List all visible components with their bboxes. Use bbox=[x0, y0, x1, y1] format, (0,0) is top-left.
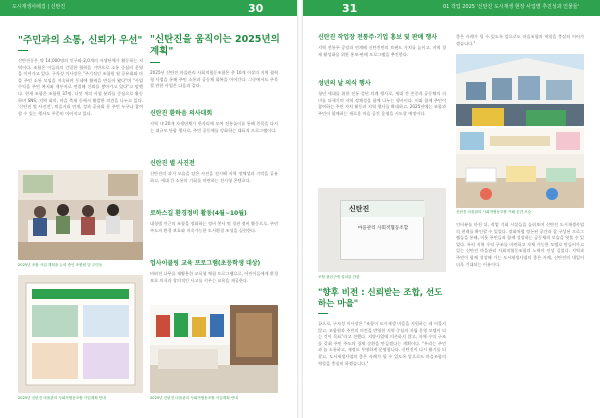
sign-text: 마을관리 사회적협동조합 bbox=[357, 226, 409, 231]
item-2-heading: 신탄진 별 사진전 bbox=[150, 160, 195, 167]
signboard bbox=[340, 200, 424, 260]
left-header-bar bbox=[0, 0, 297, 16]
item-1-text: 지역 내 20개 자생단체가 한자리에 모여 전통놀이를 통해 친목을 다지는 대규모 단합 행사로, 주민 공동체를 강화하는 대표적 프로그램이다. bbox=[150, 121, 278, 133]
right-page-number: 31 bbox=[342, 2, 358, 15]
event-heading-b: 성년의 날 의식 행사 bbox=[318, 80, 371, 87]
col2-title: "신탄진을 움직이는 2025년의 계획" bbox=[150, 34, 280, 57]
upcycling-photo bbox=[150, 305, 278, 393]
item-3-heading: 로하스길 환경정비 활동(4월~10월) bbox=[150, 210, 247, 217]
vision-body: 끝으로, 구자성 이사장은 "조합이 도시재생 마을을 지원하는 데 머물지 않고, 조합원과 주민의 의견을 반영한 지역 중심의 자립 운영 모델이 되는 것이 목표"라고 전했다. 지방사업에 의존하지 않고, 자체 수익 구조를 갖춰 주민 주도의 경제 순환을 만들겠다는 계획이다. "우리는 주민과 늘 소통하고, 재정도 투명하게 운영합니다. 신탄진이 다시 활기를 되찾고, 도시재생사업의 좋은 사례가 될 수 있도록 앞으로도 마을조합의 역할을 충실히 하겠습니다." bbox=[318, 321, 446, 366]
col2-intro: 2025년 신탄진 마을관리 사회적협동조합은 총 10개 이상의 지역 협력형 사업을 통해 주민 소통과 공동체 회복을 이어간다. 그중에서도 주목할 만한 사업은 다음과 같다. bbox=[150, 70, 278, 89]
building-photo bbox=[456, 54, 584, 126]
left-running-head: 도시재생사례집 | 신탄진 bbox=[12, 4, 66, 10]
vision-title: "향후 비전 : 신뢰받는 조합, 선도하는 마을" bbox=[318, 288, 443, 309]
event-heading-a: 신탄진 작업장 전통주·기업 홍보 및 판매 행사 bbox=[318, 34, 438, 41]
item-4-heading: 업사이클링 교육 프로그램(초등학생 대상) bbox=[150, 260, 261, 267]
title-rule bbox=[18, 50, 28, 51]
col2-closing-body: 인터뷰를 마친 뒤, 작업 기회 시설들을 둘러보며 신탄진 도시재생사업의 현재를 확인할 수 있었다. 장화처럼 정돈된 공간과 잘 구성된 프로그램들을 통해, 이웃 주민들과 함께 성장하는 공동체의 모습을 엿볼 수 있었다. 특히 지역 수익 구조를 마련하고 자체 가능한 모델로 만들어가고 있는 신탄진 마을관리 사회적협동조합의 노력이 인상 깊었다. 지역과 주민이 함께 성장해 가는 도시재생사업의 좋은 사례, 신탄진의 내일이 더욱 기대되는 이유이다. bbox=[456, 222, 584, 267]
cafe-caption: 신탄진 마을관리 사회적협동조합 카페 공간 모습 bbox=[456, 210, 532, 214]
page-gutter bbox=[297, 0, 303, 418]
item-2-text: 신탄진의 과거 모습을 담은 사진을 전시해 지역 정체성과 기억을 공유하고, 세대 간 소통의 기회를 마련하는 전시형 콘텐츠다. bbox=[150, 171, 278, 183]
plan-board-photo bbox=[18, 275, 143, 393]
right-header-bar bbox=[303, 0, 600, 16]
col1-title: "주민과의 소통, 신뢰가 우선" bbox=[18, 35, 143, 46]
sign-brand: 신탄진 bbox=[349, 205, 370, 213]
item-4-text: 버려진 나무를 재활용한 교육형 체험 프로그램으로, 어린이들에게 환경 보호 의식과 창의적인 사고를 키우는 교육을 제공한다. bbox=[150, 271, 278, 283]
title-rule-2 bbox=[150, 62, 160, 63]
col2-top-text: 좋은 사례가 될 수 있도록 앞으로도 마을조합의 역할을 충실히 이어가겠습니다." bbox=[456, 34, 584, 46]
event-text-a: 지역 전통주 공장과 연계해 신탄진만의 브랜드 가치를 높이고, 지역 경제 활성화를 위한 홍보·판매 프로그램을 추진한다. bbox=[318, 45, 446, 57]
item-1-heading: 신탄진 환하음 의사대회 bbox=[150, 110, 213, 117]
item-3-text: 대청댐 인근의 조합을 정화하는 정비 봉사 및 경관 정비 활동으로, 주민 주도의 환경 보호와 지속가능한 도시환경 조성을 실현한다. bbox=[150, 221, 278, 233]
meeting-photo bbox=[18, 170, 143, 260]
col1-caption: 2025년 조합 사업 계획을 논의 중인 조합원 및 주민들 bbox=[18, 263, 103, 267]
right-running-head: 01 작업 2025 '신탄진 도시재생 현장 사업별 추진성과 인물들' bbox=[443, 4, 579, 10]
left-page-number: 30 bbox=[248, 2, 264, 15]
cafe-photo bbox=[456, 128, 584, 208]
title-rule-3 bbox=[318, 313, 328, 314]
event-text-b: 청년 세대를 위한 전통 성년 의례 행사로, 세대 간 존중과 공동체의 의미를 되새기며 지역 정체성을 함께 나누는 행사이다. 이와 함께 주민이 참여하는 주민 자치 활동과 지역 행사를 확대하고, 2025년에는 조합과 주민이 함께하는 새로운 마을 공간 운영을 시도할 예정이다. bbox=[318, 91, 446, 116]
col1-body: 신탄진동은 약 14,000명의 인구와 2,0개의 자생단체가 활동하는 지역이다. 조합은 이들과의 긴밀한 협력을 기반으로 소통 중심의 운영을 이어가고 있다. 구자성 이사장은 "주기적인 조합원 월 공유회와 마을 주민 소통 모임을 지속하며 동네에 활력을 만들어 왔다"며 "사업 수익을 주민 복지와 재투자로 연결해 신뢰를 쌓아가고 있다"고 말했다. 현재 조합은 조합원 37명, 다섯 개의 사업 분과를 중심으로 활동하며 SNS, 지역 회의, 마을 축제 등에서 활발한 의견을 나누고 있다. '신탄진 별 사진전', 먹을거리 연계, 성과 공유회 등 주민 누구나 참여할 수 있는 행사도 꾸준히 이어지고 있다. bbox=[18, 58, 143, 116]
upcycling-caption: 2025년 신탄진 마을관리 사회적협동조합 사업계획 안내 bbox=[150, 396, 238, 400]
plan-caption: 2025년 신탄진 마을관리 사회적협동조합 사업계획 안내 bbox=[18, 396, 106, 400]
signboard-caption: 조합 출입구에 설치된 간판 bbox=[318, 275, 360, 279]
signboard-photo bbox=[318, 188, 446, 272]
